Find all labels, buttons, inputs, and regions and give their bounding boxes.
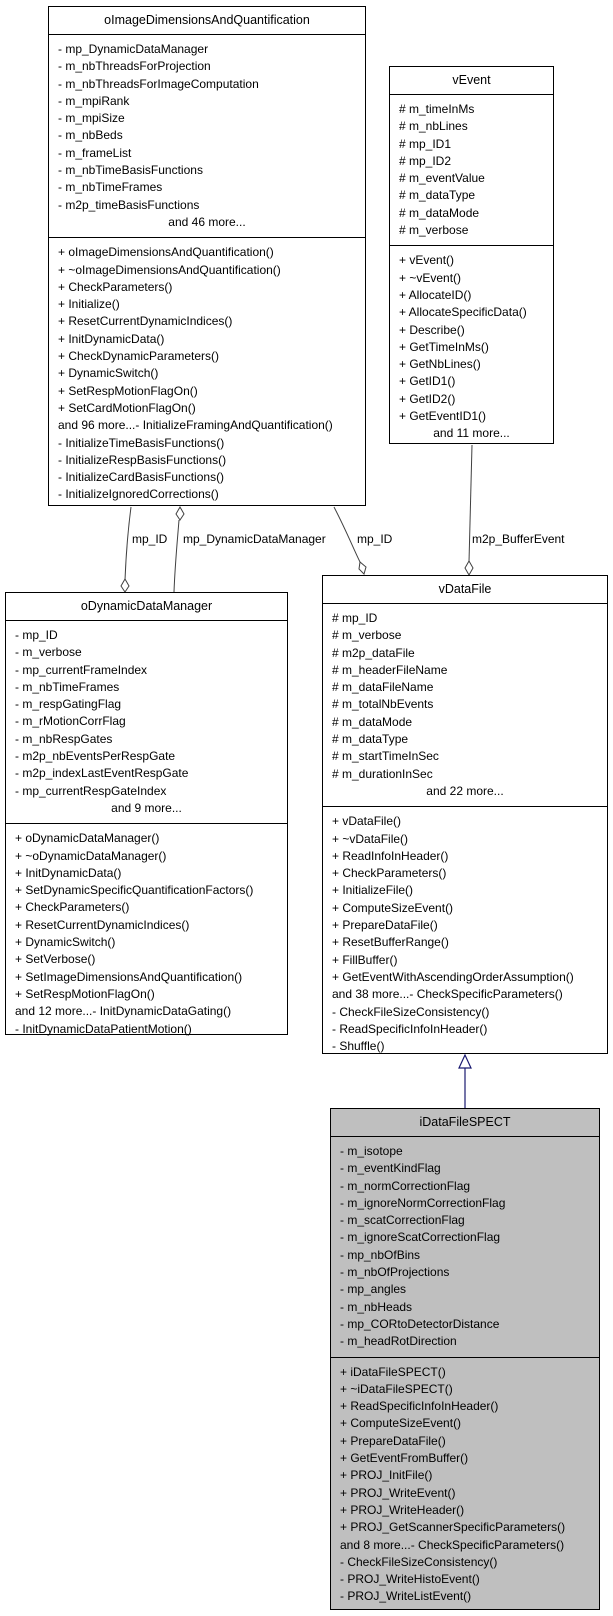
edge-mp-id-left — [125, 507, 131, 580]
attribute: - m_rMotionCorrFlag — [15, 714, 126, 729]
attribute: - m_isotope — [340, 1144, 403, 1158]
diamond-mp-id-left — [121, 579, 129, 592]
attribute: # mp_ID2 — [399, 153, 452, 168]
class-oimagedimensionsandquantification[interactable] — [48, 6, 366, 506]
attribute: # m_dataFileName — [332, 680, 434, 695]
method: + GetTimeInMs() — [399, 339, 489, 354]
attribute: # m_startTimeInSec — [332, 749, 439, 764]
attribute: - mp_currentFrameIndex — [15, 662, 148, 677]
attribute: - mp_nbOfBins — [340, 1247, 421, 1262]
method: + ResetCurrentDynamicIndices() — [15, 917, 190, 932]
attribute: - m_verbose — [15, 645, 82, 660]
method: and 12 more...- InitDynamicDataGating() — [15, 1004, 232, 1019]
method: + ResetBufferRange() — [332, 935, 449, 950]
attribute: # mp_ID1 — [399, 136, 452, 151]
edge-label-m2p-bufferevent: m2p_BufferEvent — [472, 532, 565, 546]
class-odynamicdatamanager[interactable] — [5, 592, 288, 1035]
attributes-section — [323, 604, 607, 807]
method: + DynamicSwitch() — [58, 366, 159, 381]
attribute: # m_dataMode — [399, 205, 480, 220]
attribute: - m_nbTimeFrames — [58, 180, 163, 195]
attribute: - m2p_timeBasisFunctions — [58, 197, 200, 212]
attribute: - m_respGatingFlag — [15, 697, 122, 712]
attributes-section — [49, 35, 365, 238]
method: + InitDynamicData() — [58, 331, 165, 346]
attribute: # m_eventValue — [399, 171, 485, 186]
class-title: oDynamicDataManager — [6, 593, 287, 621]
method: - PROJ_WriteListEvent() — [340, 1589, 472, 1604]
attribute: # m_verbose — [399, 223, 469, 238]
attribute: - m_nbOfProjections — [340, 1265, 450, 1280]
method: - InitializeIgnoredCorrections() — [58, 487, 219, 502]
methods-section — [331, 1358, 599, 1612]
method: + CheckParameters() — [15, 900, 130, 915]
attribute: - mp_CORtoDetectorDistance — [340, 1316, 500, 1331]
method: + iDataFileSPECT() — [340, 1364, 446, 1379]
method: and 38 more...- CheckSpecificParameters() — [332, 987, 563, 1002]
method: + CheckParameters() — [58, 279, 173, 294]
method: + oImageDimensionsAndQuantification() — [58, 245, 274, 260]
method: + PrepareDataFile() — [332, 918, 438, 933]
attribute: # m_nbLines — [399, 119, 468, 134]
method: and 8 more...- CheckSpecificParameters() — [340, 1537, 565, 1552]
attribute: - m_nbRespGates — [15, 731, 113, 746]
method: + GetEventWithAscendingOrderAssumption() — [332, 969, 574, 984]
method: - InitializeCardBasisFunctions() — [58, 470, 225, 485]
method: + ResetCurrentDynamicIndices() — [58, 314, 233, 329]
attribute: - m_mpiSize — [58, 111, 125, 126]
methods-section — [6, 824, 287, 1044]
attribute: - m_normCorrectionFlag — [340, 1178, 471, 1193]
method: - ReadSpecificInfoInHeader() — [332, 1021, 488, 1036]
method: + GetEventID1() — [399, 409, 487, 424]
attribute: - m2p_indexLastEventRespGate — [15, 766, 189, 781]
class-title: iDataFileSPECT — [331, 1109, 599, 1137]
method: + CheckDynamicParameters() — [58, 349, 220, 364]
edge-label-mp-id-right: mp_ID — [357, 532, 393, 546]
attribute: # m_headerFileName — [332, 662, 448, 677]
method: + ~vDataFile() — [332, 831, 409, 846]
edge-mp-dynamicdatamanager — [174, 520, 179, 592]
method: + PrepareDataFile() — [340, 1433, 446, 1448]
attribute: - m_frameList — [58, 145, 132, 160]
method: + InitDynamicData() — [15, 865, 122, 880]
attribute: # m_timeInMs — [399, 102, 475, 116]
methods-section — [390, 246, 553, 448]
method: + vEvent() — [399, 253, 455, 268]
attribute: - m_nbThreadsForProjection — [58, 59, 211, 74]
attribute: - mp_DynamicDataManager — [58, 42, 209, 56]
method: + ~oImageDimensionsAndQuantification() — [58, 262, 281, 277]
attribute: # m2p_dataFile — [332, 645, 415, 660]
class-title: oImageDimensionsAndQuantification — [49, 7, 365, 35]
attribute: # m_durationInSec — [332, 766, 433, 781]
method: + GetEventFromBuffer() — [340, 1451, 469, 1466]
method: + PROJ_GetScannerSpecificParameters() — [340, 1520, 566, 1535]
method: + CheckParameters() — [332, 866, 447, 881]
attribute: - m_ignoreScatCorrectionFlag — [340, 1230, 501, 1245]
method: - InitializeTimeBasisFunctions() — [58, 435, 225, 450]
attribute: - mp_currentRespGateIndex — [15, 783, 167, 798]
methods-section — [323, 807, 607, 1061]
method: + SetRespMotionFlagOn() — [58, 383, 198, 398]
attribute: - m_nbThreadsForImageComputation — [58, 76, 259, 91]
method: + ComputeSizeEvent() — [332, 900, 454, 915]
method: + ~oDynamicDataManager() — [15, 848, 167, 863]
method: + PROJ_WriteEvent() — [340, 1485, 456, 1500]
method: + ~vEvent() — [399, 270, 462, 285]
attribute: - m_scatCorrectionFlag — [340, 1213, 465, 1228]
method: - InitDynamicDataPatientMotion() — [15, 1021, 192, 1036]
diamond-mp-id-right — [359, 562, 366, 574]
class-title: vEvent — [390, 67, 553, 95]
attribute: - mp_ID — [15, 628, 58, 642]
method: + GetID1() — [399, 374, 456, 389]
method: + AllocateID() — [399, 287, 472, 302]
attribute: - m_ignoreNormCorrectionFlag — [340, 1195, 506, 1210]
method: + GetNbLines() — [399, 357, 481, 372]
method: + PROJ_WriteHeader() — [340, 1502, 465, 1517]
attribute: # mp_ID — [332, 611, 378, 625]
attribute: - mp_angles — [340, 1282, 407, 1297]
attribute: - m_nbBeds — [58, 128, 123, 143]
method: + DynamicSwitch() — [15, 935, 116, 950]
method: - PROJ_WriteHistoEvent() — [340, 1572, 480, 1587]
attribute: - m_nbTimeBasisFunctions — [58, 163, 203, 178]
attribute: # m_verbose — [332, 628, 402, 643]
attribute: - m2p_nbEventsPerRespGate — [15, 749, 176, 764]
class-vdatafile[interactable] — [322, 575, 608, 1054]
class-idatafilespect[interactable] — [330, 1108, 600, 1610]
method: + FillBuffer() — [332, 952, 398, 967]
methods-section — [49, 238, 365, 509]
attribute: # m_dataMode — [332, 714, 413, 729]
method: + SetImageDimensionsAndQuantification() — [15, 969, 243, 984]
class-vevent[interactable] — [389, 66, 554, 444]
method: - CheckFileSizeConsistency() — [340, 1554, 498, 1569]
method: + ~iDataFileSPECT() — [340, 1381, 453, 1396]
attributes-section — [331, 1137, 599, 1358]
edge-label-mp-dynamicdatamanager: mp_DynamicDataManager — [183, 532, 326, 546]
method: - InitializeRespBasisFunctions() — [58, 452, 227, 467]
method: + vDataFile() — [332, 814, 402, 829]
method: - Shuffle() — [332, 1039, 385, 1054]
method: + ComputeSizeEvent() — [340, 1416, 462, 1431]
method: + Describe() — [399, 322, 465, 337]
attribute: # m_totalNbEvents — [332, 697, 434, 712]
attribute: - m_headRotDirection — [340, 1334, 457, 1349]
method: + SetCardMotionFlagOn() — [58, 400, 196, 415]
method: - CheckFileSizeConsistency() — [332, 1004, 490, 1019]
method: + InitializeFile() — [332, 883, 414, 898]
attribute: - m_eventKindFlag — [340, 1161, 441, 1176]
attribute: # m_dataType — [332, 732, 409, 747]
attributes-section — [6, 621, 287, 824]
method: + ReadInfoInHeader() — [332, 848, 449, 863]
method: and 96 more...- InitializeFramingAndQuantification() — [58, 418, 333, 433]
method: + SetRespMotionFlagOn() — [15, 986, 155, 1001]
methods-more: and 11 more... — [433, 426, 510, 441]
method: + PROJ_InitFile() — [340, 1468, 433, 1483]
attributes-section — [390, 95, 553, 246]
method: + AllocateSpecificData() — [399, 305, 527, 320]
method: + SetDynamicSpecificQuantificationFactors() — [15, 883, 254, 898]
method: + oDynamicDataManager() — [15, 831, 160, 846]
method: + ReadSpecificInfoInHeader() — [340, 1399, 499, 1414]
attributes-more: and 9 more... — [111, 800, 182, 815]
method: + SetVerbose() — [15, 952, 96, 967]
method: + GetID2() — [399, 391, 456, 406]
class-title: vDataFile — [323, 576, 607, 604]
method: + Initialize() — [58, 297, 120, 312]
diamond-m2p-bufferevent — [465, 561, 473, 575]
attribute: # m_dataType — [399, 188, 476, 203]
attribute: - m_nbHeads — [340, 1299, 413, 1314]
attributes-more: and 22 more... — [426, 783, 504, 798]
attribute: - m_mpiRank — [58, 93, 130, 108]
attributes-more: and 46 more... — [168, 214, 246, 229]
edge-label-mp-id-left: mp_ID — [132, 532, 168, 546]
attribute: - m_nbTimeFrames — [15, 679, 120, 694]
